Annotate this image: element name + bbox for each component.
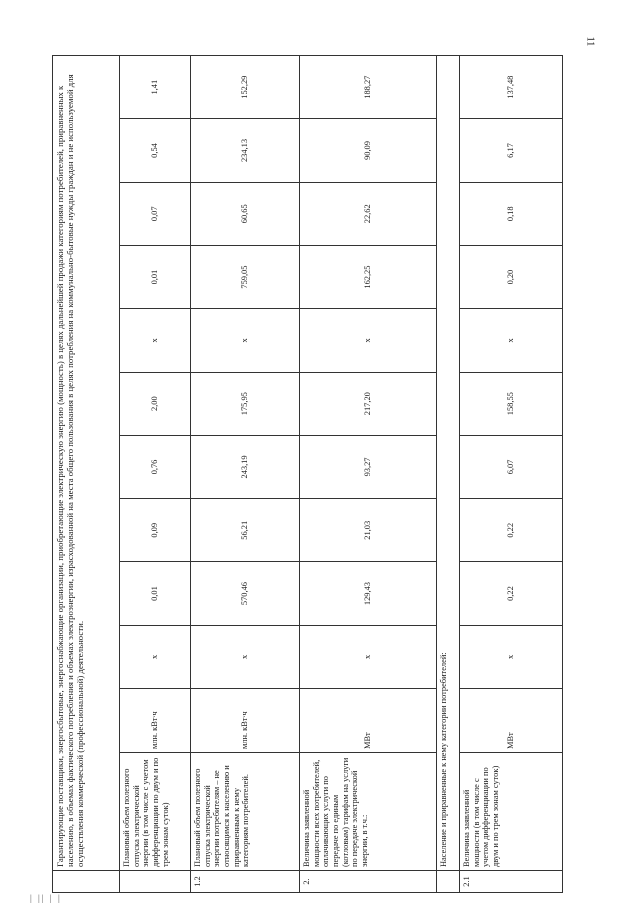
table-row bbox=[191, 56, 300, 893]
value-cell: 0,54 bbox=[120, 119, 191, 182]
row-name: Плановый объем полезного отпуска электрической энергии потребителям – не относящимся к населению и приравненным к нему категориям потребителей. bbox=[191, 753, 300, 871]
row-unit: МВт bbox=[460, 689, 563, 753]
value-cell: x bbox=[300, 625, 437, 688]
value-cell: 90,09 bbox=[300, 119, 437, 182]
row-number bbox=[120, 871, 191, 893]
value-cell: 60,65 bbox=[191, 182, 300, 245]
value-cell: 129,43 bbox=[300, 562, 437, 625]
row-number: 1.2 bbox=[191, 871, 300, 893]
value-cell: x bbox=[191, 625, 300, 688]
value-cell: 6,07 bbox=[460, 435, 563, 498]
value-cell: 152,29 bbox=[191, 56, 300, 119]
value-cell: 0,01 bbox=[120, 562, 191, 625]
value-cell: 1,41 bbox=[120, 56, 191, 119]
header-text: Гарантирующие поставщики, энергосбытовые, энергоснабжающие организации, приобретающие электрическую энергию (мощность) в целях дальнейшей продажи категориям потребителей, приравненных к населению, в объемах фактического потребления и объемах электроэнергии, израсходованной на места общего пользования в целях потребления на коммунально-бытовые нужды граждан и не используемой для осуществления коммерческой (профессиональной) деятельности. bbox=[53, 56, 120, 871]
value-cell: 0,07 bbox=[120, 182, 191, 245]
value-cell: 0,22 bbox=[460, 562, 563, 625]
value-cell: 0,22 bbox=[460, 499, 563, 562]
value-cell: 0,18 bbox=[460, 182, 563, 245]
value-cell: 137,48 bbox=[460, 56, 563, 119]
value-cell: 0,01 bbox=[120, 245, 191, 308]
table-row bbox=[460, 56, 563, 893]
table-row bbox=[300, 56, 437, 893]
value-cell: 0,20 bbox=[460, 245, 563, 308]
rotated-table-page bbox=[52, 55, 580, 893]
row-unit: МВт bbox=[300, 689, 437, 753]
value-cell: 175,95 bbox=[191, 372, 300, 435]
row-number: 2. bbox=[300, 871, 437, 893]
value-cell: x bbox=[300, 309, 437, 372]
value-cell: 6,17 bbox=[460, 119, 563, 182]
row-name: Величина заявленной мощности всех потребителей, оплачивающих услуги по передаче по единым (котловым) тарифам на услуги по передаче электрической энергии, в т.ч.: bbox=[300, 753, 437, 871]
value-cell: 217,20 bbox=[300, 372, 437, 435]
value-cell: x bbox=[120, 625, 191, 688]
row-name: Плановый объем полезного отпуска электрической энергии (в том числе с учетом дифференциации по двум и по трем зонам суток) bbox=[120, 753, 191, 871]
value-cell: x bbox=[460, 309, 563, 372]
value-cell: x bbox=[191, 309, 300, 372]
subheader-row bbox=[437, 56, 460, 893]
value-cell: 158,55 bbox=[460, 372, 563, 435]
value-cell: 2,00 bbox=[120, 372, 191, 435]
value-cell: 188,27 bbox=[300, 56, 437, 119]
value-cell: 21,03 bbox=[300, 499, 437, 562]
header-empty-cell bbox=[53, 871, 120, 893]
row-number bbox=[437, 871, 460, 893]
value-cell: 56,21 bbox=[191, 499, 300, 562]
page-number: 11 bbox=[584, 36, 596, 47]
value-cell: 0,09 bbox=[120, 499, 191, 562]
table-row bbox=[120, 56, 191, 893]
value-cell: x bbox=[460, 625, 563, 688]
value-cell: 243,19 bbox=[191, 435, 300, 498]
row-unit: млн. кВт∙ч bbox=[191, 689, 300, 753]
value-cell: x bbox=[120, 309, 191, 372]
tariff-table bbox=[52, 55, 563, 893]
value-cell: 234,13 bbox=[191, 119, 300, 182]
value-cell: 162,25 bbox=[300, 245, 437, 308]
row-unit: млн. кВт∙ч bbox=[120, 689, 191, 753]
value-cell: 0,76 bbox=[120, 435, 191, 498]
value-cell: 759,05 bbox=[191, 245, 300, 308]
subheader-text: Население и приравненные к нему категории потребителей: bbox=[437, 56, 460, 871]
value-cell: 22,62 bbox=[300, 182, 437, 245]
value-cell: 93,27 bbox=[300, 435, 437, 498]
row-number: 2.1 bbox=[460, 871, 563, 893]
scan-marks: | || | | bbox=[30, 893, 62, 903]
row-name: Величина заявленной мощности (в том числе с учетом дифференциации по двум и по трем зонам суток) bbox=[460, 753, 563, 871]
value-cell: 570,46 bbox=[191, 562, 300, 625]
